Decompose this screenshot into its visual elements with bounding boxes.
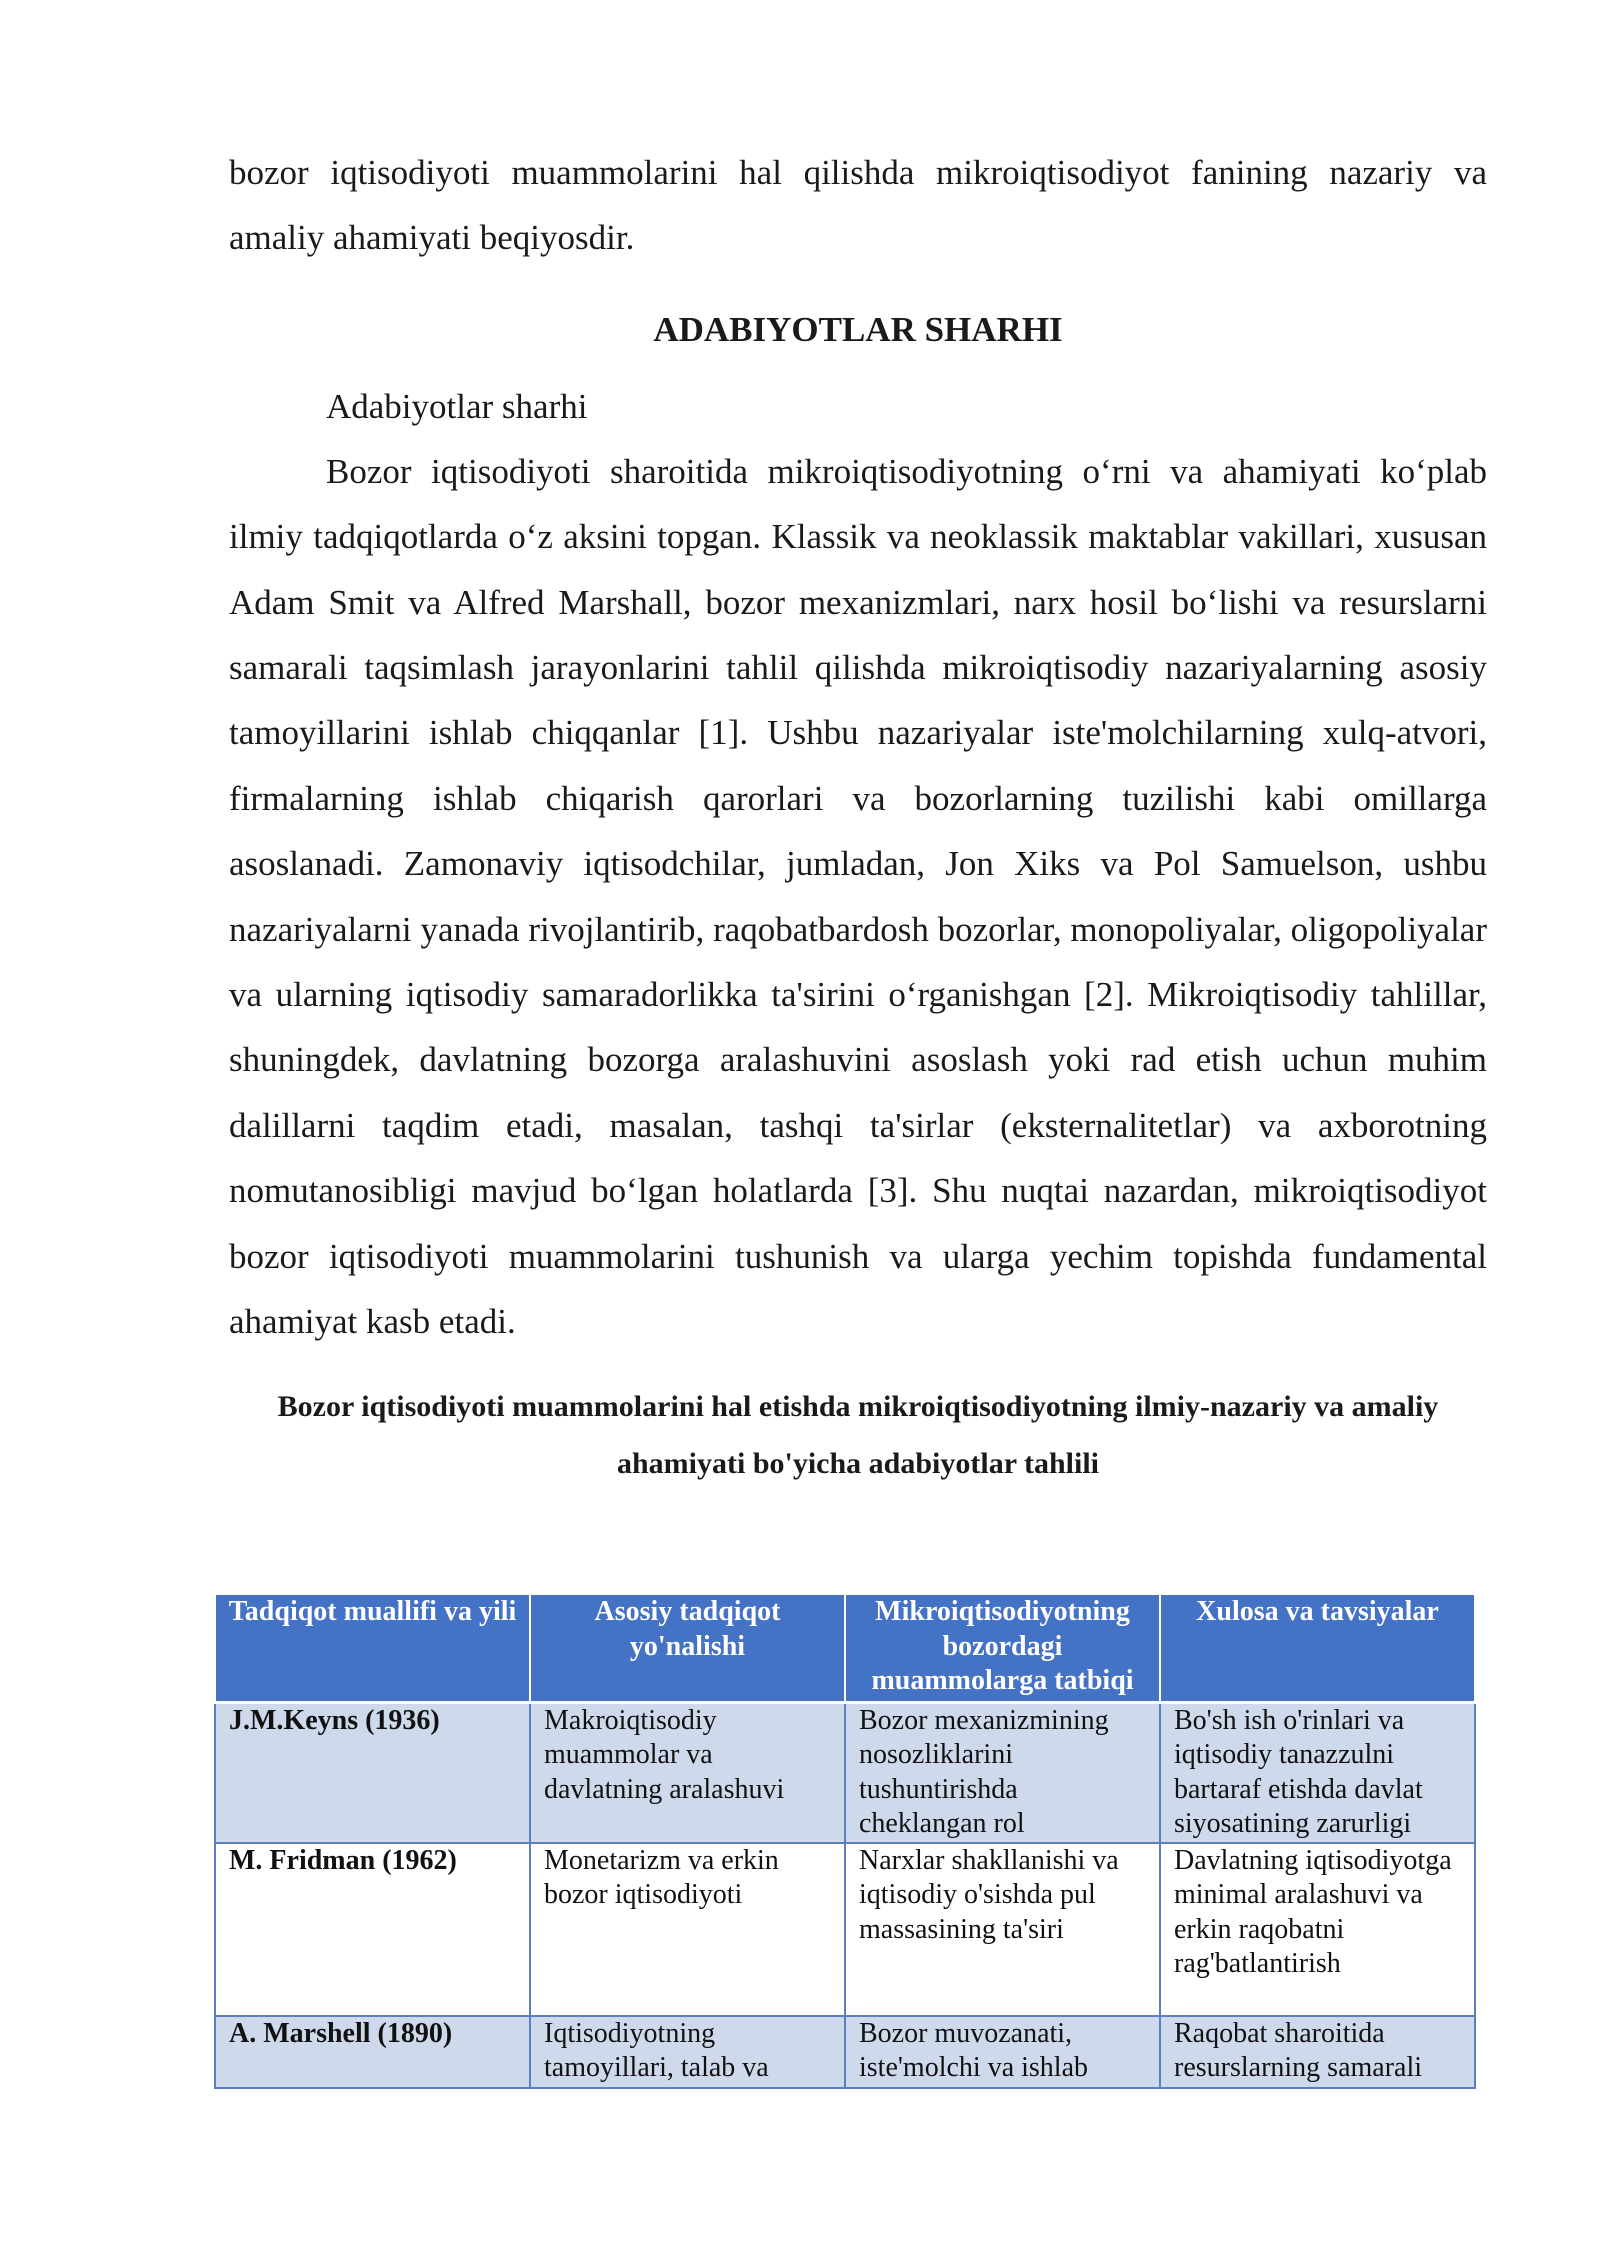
- cell-conclusion: Davlatning iqtisodiyotga minimal aralashuvi va erkin raqobatni rag'batlantirish: [1160, 1843, 1475, 2016]
- cell-application: [845, 2016, 1160, 2088]
- table-header-row: [215, 1594, 1475, 1702]
- header-application: Mikroiqtisodiyotning bozordagi muammolarga tatbiqi: [845, 1594, 1160, 1702]
- table-row: [215, 1843, 1475, 2016]
- page-content: [229, 140, 1487, 1492]
- cell-text: Iqtisodiyotning tamoyillari, talab va: [544, 2017, 769, 2083]
- cell-direction: [530, 2016, 845, 2088]
- header-conclusion: Xulosa va tavsiyalar: [1160, 1594, 1475, 1702]
- cell-application: Narxlar shakllanishi va iqtisodiy o'sishda pul massasining ta'siri: [845, 1843, 1160, 2016]
- cell-text: Raqobat sharoitida resurslarning samarali: [1174, 2017, 1423, 2083]
- cell-text: A. Marshell (1890): [229, 2017, 453, 2049]
- cell-application: Bozor mexanizmining nosozliklarini tushuntirishda cheklangan rol: [845, 1702, 1160, 1843]
- table-row: [215, 1702, 1475, 1843]
- intro-paragraph: bozor iqtisodiyoti muammolarini hal qilishda mikroiqtisodiyot fanining nazariy va amaliy ahamiyati beqiyosdir.: [229, 153, 1487, 258]
- cell-author: M. Fridman (1962): [215, 1843, 530, 2016]
- literature-table: [214, 1593, 1476, 2089]
- cell-direction: Makroiqtisodiy muammolar va davlatning aralashuvi: [530, 1702, 845, 1843]
- header-direction: Asosiy tadqiqot yo'nalishi: [530, 1594, 845, 1702]
- table-caption: Bozor iqtisodiyoti muammolarini hal etishda mikroiqtisodiyotning ilmiy-nazariy va amaliy ahamiyati bo'yicha adabiyotlar tahlili: [277, 1389, 1439, 1480]
- literature-table-wrapper: [214, 1593, 1474, 2089]
- table-row: [215, 2016, 1475, 2088]
- section-heading: ADABIYOTLAR SHARHI: [653, 309, 1063, 349]
- body-paragraph: Bozor iqtisodiyoti sharoitida mikroiqtisodiyotning o‘rni va ahamiyati ko‘plab ilmiy tadqiqotlarda o‘z aksini topgan. Klassik va neoklassik maktablar vakillari, xususan Adam Smit va Alfred Marshall, bozor mexanizmlari, narx hosil bo‘lishi va resurslarni samarali taqsimlash jarayonlarini tahlil qilishda mikroiqtisodiy nazariyalarning asosiy tamoyillarini ishlab chiqqanlar [1]. Ushbu nazariyalar iste'molchilarning xulq-atvori, firmalarning ishlab chiqarish qarorlari va bozorlarning tuzilishi kabi omillarga asoslanadi. Zamonaviy iqtisodchilar, jumladan, Jon Xiks va Pol Samuelson, ushbu nazariyalarni yanada rivojlantirib, raqobatbardosh bozorlar, monopoliyalar, oligopoliyalar va ularning iqtisodiy samaradorlikka ta'sirini o‘rganishgan [2]. Mikroiqtisodiy tahlillar, shuningdek, davlatning bozorga aralashuvini asoslash yoki rad etish uchun muhim dalillarni taqdim etadi, masalan, tashqi ta'sirlar (eksternalitetlar) va axborotning nomutanosibligi mavjud bo‘lgan holatlarda [3]. Shu nuqtai nazardan, mikroiqtisodiyot bozor iqtisodiyoti muammolarini tushunish va ularga yechim topishda fundamental ahamiyat kasb etadi.: [229, 451, 1487, 1342]
- cell-text: Bozor muvozanati, iste'molchi va ishlab: [859, 2017, 1089, 2083]
- cell-conclusion: [1160, 2016, 1475, 2088]
- header-author: Tadqiqot muallifi va yili: [215, 1594, 530, 1702]
- cell-author: [215, 2016, 530, 2088]
- cell-conclusion: Bo'sh ish o'rinlari va iqtisodiy tanazzulni bartaraf etishda davlat siyosatining zarurligi: [1160, 1702, 1475, 1843]
- sub-heading: Adabiyotlar sharhi: [326, 386, 588, 426]
- cell-direction: Monetarizm va erkin bozor iqtisodiyoti: [530, 1843, 845, 2016]
- cell-author: J.M.Keyns (1936): [215, 1702, 530, 1843]
